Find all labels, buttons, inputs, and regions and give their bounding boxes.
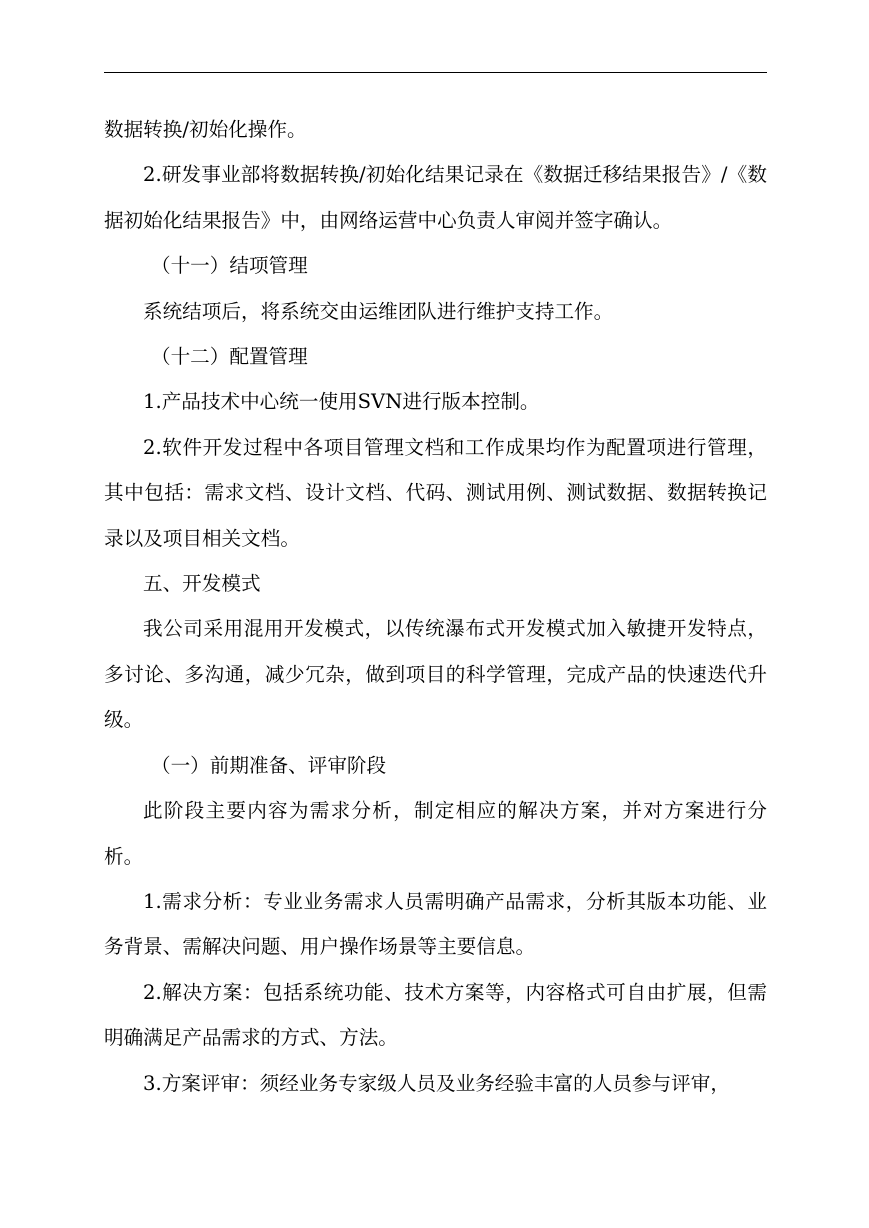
document-body <box>104 107 767 1106</box>
paragraph-configuration-items: 2.软件开发过程中各项目管理文档和工作成果均作为配置项进行管理，其中包括：需求文档、设计文档、代码、测试用例、测试数据、数据转换记录以及项目相关文档。 <box>104 435 767 550</box>
paragraph-closing: 系统结项后，将系统交由运维团队进行维护支持工作。 <box>143 299 614 323</box>
paragraph-data-result-record: 2.研发事业部将数据转换/初始化结果记录在《数据迁移结果报告》/《数据初始化结果报告》中，由网络运营中心负责人审阅并签字确认。 <box>104 163 767 232</box>
paragraph-solution-review: 3.方案评审：须经业务专家级人员及业务经验丰富的人员参与评审， <box>143 1071 730 1095</box>
paragraph-requirement-analysis: 1.需求分析：专业业务需求人员需明确产品需求，分析其版本功能、业务背景、需解决问题、用户操作场景等主要信息。 <box>104 889 767 959</box>
heading-configuration-management: （十二）配置管理 <box>151 345 308 369</box>
heading-preparation-review-stage: （一）前期准备、评审阶段 <box>151 753 387 777</box>
paragraph-development-mode: 我公司采用混用开发模式，以传统瀑布式开发模式加入敏捷开发特点，多讨论、多沟通，减少冗杂，做到项目的科学管理，完成产品的快速迭代升级。 <box>104 617 767 732</box>
header-rule <box>104 72 767 73</box>
paragraph-stage-content: 此阶段主要内容为需求分析，制定相应的解决方案，并对方案进行分析。 <box>104 799 767 868</box>
paragraph-svn-control: 1.产品技术中心统一使用SVN进行版本控制。 <box>143 390 540 414</box>
paragraph-solution: 2.解决方案：包括系统功能、技术方案等，内容格式可自由扩展，但需明确满足产品需求的方式、方法。 <box>104 980 767 1050</box>
paragraph-continuation: 数据转换/初始化操作。 <box>104 118 307 141</box>
heading-closing-management: （十一）结项管理 <box>151 254 308 278</box>
heading-development-mode: 五、开发模式 <box>143 572 261 596</box>
